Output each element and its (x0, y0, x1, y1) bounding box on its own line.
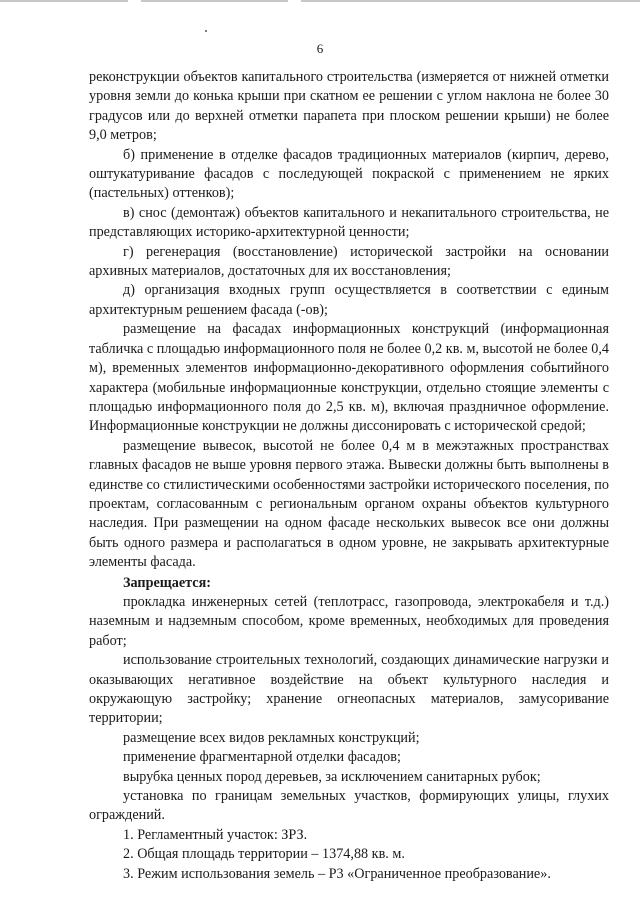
prohibited-item: размещение всех видов рекламных конструкций; (123, 729, 420, 746)
page-number: 6 (316, 41, 324, 56)
regulation-item: 3. Режим использования земель – Р3 «Ограниченное преобразование». (123, 865, 551, 882)
paragraph-d: д) организация входных групп осуществляется в соответствии с единым архитектурным решением фасада (-ов); (89, 282, 609, 318)
document-body (89, 68, 609, 884)
scan-speck (205, 30, 207, 32)
paragraph-v: в) снос (демонтаж) объектов капитального и некапитального строительства, не представляющих историко-архитектурной ценности; (89, 204, 609, 241)
prohibited-item: установка по границам земельных участков, формирующих улицы, глухих ограждений. (89, 788, 609, 824)
prohibited-item: вырубка ценных пород деревьев, за исключением санитарных рубок; (123, 768, 541, 785)
prohibited-item: прокладка инженерных сетей (теплотрасс, газопровода, электрокабеля и т.д.) наземным и надземным способом, кроме временных, необходимых для проведения работ; (89, 593, 609, 649)
paragraph-g: г) регенерация (восстановление) исторической застройки на основании архивных материалов, достаточных для их восстановления; (89, 243, 609, 280)
prohibited-item: использование строительных технологий, создающих динамические нагрузки и оказывающих негативное воздействие на объект культурного наследия и окружающую застройку; хранение огнеопасных материалов, замусоривание территории; (89, 652, 609, 727)
scan-edge-line (0, 0, 640, 2)
regulation-item: 1. Регламентный участок: ЗРЗ. (123, 826, 308, 843)
paragraph-b: б) применение в отделке фасадов традиционных материалов (кирпич, дерево, оштукатуривание фасадов с последующей покраской с применением не ярких (пастельных) оттенков); (89, 146, 609, 202)
paragraph-info-structures: размещение на фасадах информационных конструкций (информационная табличка с площадью информационного поля не более 0,2 кв. м, высотой не более 0,4 м), временных элементов информационно-декоративного оформления событийного характера (мобильные информационные конструкции, отдельно стоящие элементы с площадью информационного поля до 2,5 кв. м), включая праздничное оформление. Информационные конструкции не должны диссонировать с исторической средой; (89, 321, 609, 435)
paragraph-signboards: размещение вывесок, высотой не более 0,4 м в межэтажных пространствах главных фасадов не выше уровня первого этажа. Вывески должны быть выполнены в единстве со стилистическими особенностями застройки исторического поселения, по проектам, согласованным с региональным органом охраны объектов культурного наследия. При размещении на одном фасаде нескольких вывесок все они должны быть одного размера и располагаться в одном уровне, не закрывать архитектурные элементы фасада. (89, 437, 609, 571)
prohibited-item: применение фрагментарной отделки фасадов; (123, 749, 401, 766)
regulation-item: 2. Общая площадь территории – 1374,88 кв. м. (123, 846, 405, 863)
prohibited-heading: Запрещается: (123, 574, 211, 591)
paragraph-continuation: реконструкции объектов капитального строительства (измеряется от нижней отметки уровня земли до конька крыши при скатном ее решении с углом наклона не более 30 градусов или до верхней отметки парапета при плоском решении крыши) не более 9,0 метров; (89, 69, 609, 144)
